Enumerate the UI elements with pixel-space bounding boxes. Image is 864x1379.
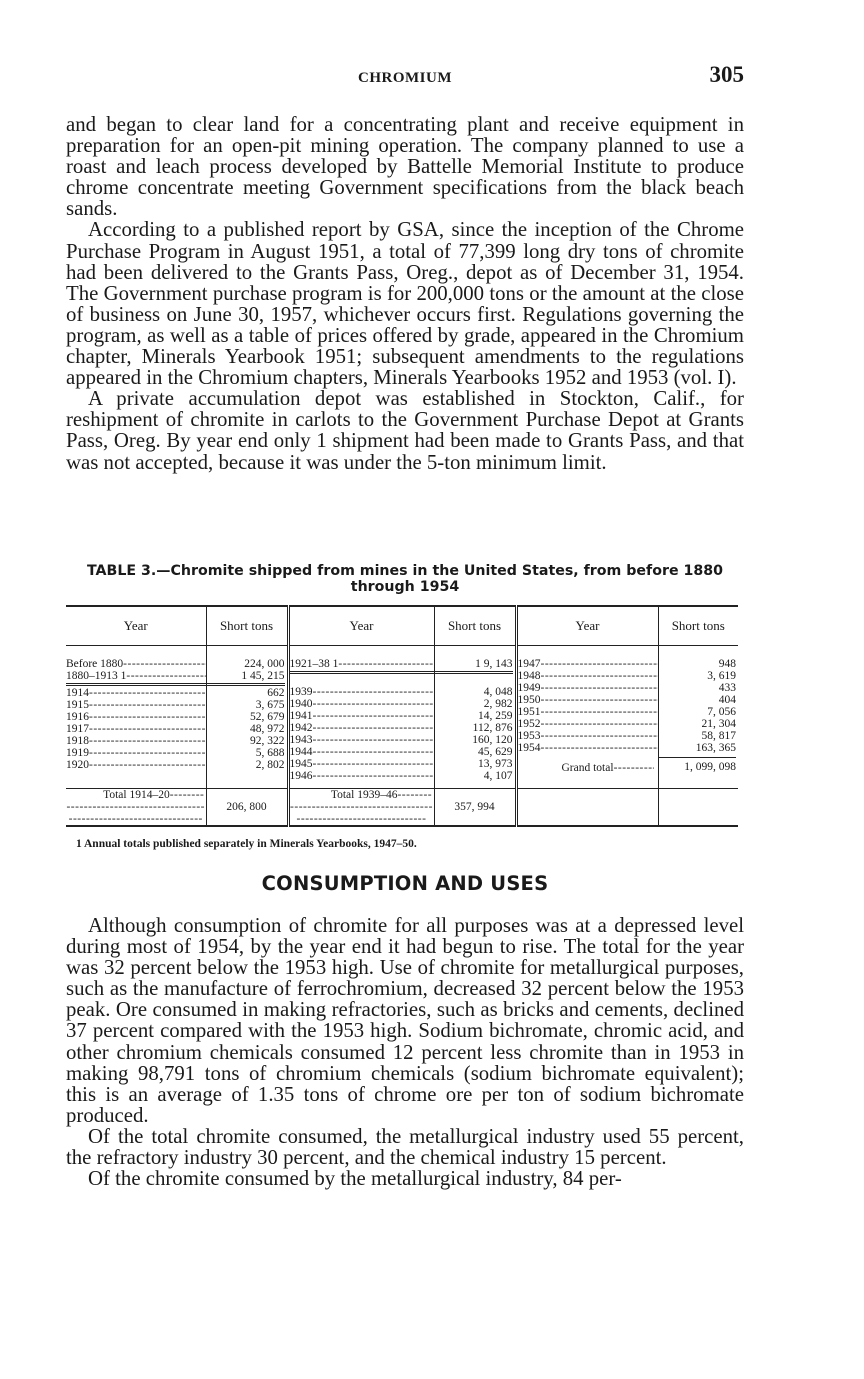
table-column-years-2 xyxy=(288,646,434,789)
table-cell-year: 1948 xyxy=(517,670,541,682)
table-cell-year: 1953 xyxy=(517,730,541,742)
table-footnote: 1 Annual totals published separately in Minerals Yearbooks, 1947–50. xyxy=(76,838,417,850)
table-cell-year: 1916 xyxy=(66,711,89,723)
total-label-2: Total 1939–46 ----- xyxy=(288,789,434,827)
table-cell-tons: 433 xyxy=(718,682,736,694)
table-caption xyxy=(66,563,744,595)
table-cell-year: 1949 xyxy=(517,682,541,694)
table-cell-year: 1951 xyxy=(517,706,541,718)
table-cell-year: 1945 xyxy=(289,758,313,770)
table-cell-year: 1919 xyxy=(66,747,89,759)
table-cell-tons: 1 45, 215 xyxy=(241,670,285,682)
table-cell-year: 1944 xyxy=(289,746,313,758)
table-cell-year: 1941 xyxy=(289,710,313,722)
table-cell-tons: 3, 675 xyxy=(255,699,285,711)
paragraph: A private accumulation depot was established in Stockton, Calif., for reshipment of chromite in carlots to the Government Purchase Depot at Grants Pass, Oreg. By year end only 1 shipment had been made to Grants Pass, and that was not accepted, because it was under the 5-ton minimum limit. xyxy=(66,387,744,474)
table-cell-year: 1940 xyxy=(289,698,313,710)
table-column-years-1 xyxy=(66,646,206,789)
body-text-top xyxy=(66,114,744,473)
total-value-2: 357, 994 xyxy=(434,789,516,827)
table-cell-year: Before 1880 xyxy=(66,658,124,670)
table-cell-tons: 58, 817 xyxy=(701,730,736,742)
table-cell-tons: 662 xyxy=(267,687,285,699)
table-cell-tons: 14, 259 xyxy=(478,710,513,722)
grand-total-label: Grand total xyxy=(561,762,614,774)
table-cell-year: 1943 xyxy=(289,734,313,746)
table-cell-tons: 4, 107 xyxy=(483,770,513,782)
table-cell-tons: 3, 619 xyxy=(707,670,736,682)
paragraph: Although consumption of chromite for all purposes was at a depressed level during most of 1954, by the year end it had begun to rise. The total for the year was 32 percent below the 1953 high. Use of chromite for metallurgical purposes, such as the manufacture of ferrochromium, decreased 32 percent below the 1953 peak. Ore consumed in making refractories, such as bricks and cements, declined 37 percent compared with the 1953 high. Sodium bichromate, chromic acid, and other chromium chemicals consumed 12 percent less chromite than in 1953 in making 98,791 tons of chromium chemicals (sodium bichromate equivalent); this is an average of 1.35 tons of chrome ore per ton of sodium bichromate produced. xyxy=(66,914,744,1127)
page-header xyxy=(66,62,744,94)
table-column-years-3 xyxy=(516,646,658,789)
table-cell-year: 1950 xyxy=(517,694,541,706)
table-cell-year: 1914 xyxy=(66,687,89,699)
table-cell-year: 1920 xyxy=(66,759,89,771)
table-cell-year: 1947 xyxy=(517,658,541,670)
table-cell-year: 1921–38 1 xyxy=(289,658,339,670)
table-cell-year: 1954 xyxy=(517,742,541,754)
table-cell-year: 1915 xyxy=(66,699,89,711)
table-cell-tons: 112, 876 xyxy=(472,722,513,734)
table-cell-tons: 52, 679 xyxy=(250,711,285,723)
table-cell-tons: 13, 973 xyxy=(478,758,513,770)
paragraph: and began to clear land for a concentrating plant and receive equipment in preparation for an open-pit mining operation. The company planned to use a roast and leach process developed by Battelle Memorial Institute to produce chrome concentrate meeting Government specifications from the black beach sands. xyxy=(66,113,744,221)
table-column-tons-1 xyxy=(206,646,288,789)
table-cell-tons: 4, 048 xyxy=(483,686,513,698)
col-header-year: Year xyxy=(516,606,658,646)
total-empty-3 xyxy=(516,789,658,827)
paragraph: Of the chromite consumed by the metallurgical industry, 84 per- xyxy=(88,1167,622,1191)
table-cell-tons: 404 xyxy=(718,694,736,706)
table-column-tons-2 xyxy=(434,646,516,789)
table-cell-year: 1917 xyxy=(66,723,89,735)
table-column-tons-3 xyxy=(658,646,738,789)
table-cell-tons: 92, 322 xyxy=(250,735,285,747)
table-cell-tons: 2, 982 xyxy=(483,698,513,710)
table-cell-tons: 163, 365 xyxy=(695,742,736,754)
chromite-table xyxy=(66,605,738,827)
paragraph: Of the total chromite consumed, the metallurgical industry used 55 percent, the refractory industry 30 percent, and the chemical industry 15 percent. xyxy=(66,1124,744,1170)
table-cell-tons: 1 9, 143 xyxy=(475,658,513,670)
col-header-short-tons: Short tons xyxy=(206,606,288,646)
total-label-1: Total 1914–20 ----- xyxy=(66,789,206,827)
table-cell-tons: 21, 304 xyxy=(701,718,736,730)
total-empty-3b xyxy=(658,789,738,827)
col-header-short-tons: Short tons xyxy=(434,606,516,646)
grand-total-value: 1, 099, 098 xyxy=(684,761,736,773)
table-cell-year: 1952 xyxy=(517,718,541,730)
table-cell-year: 1918 xyxy=(66,735,89,747)
table-cell-year: 1880–1913 1 xyxy=(66,670,127,682)
table-cell-tons: 7, 056 xyxy=(707,706,736,718)
page-number: 305 xyxy=(709,62,744,87)
table-cell-year: 1942 xyxy=(289,722,313,734)
body-text-bottom xyxy=(66,915,744,1189)
table-cell-tons: 160, 120 xyxy=(472,734,513,746)
total-value-1: 206, 800 xyxy=(206,789,288,827)
section-heading: CONSUMPTION AND USES xyxy=(261,872,549,895)
table-label: TABLE 3. xyxy=(86,563,157,579)
table-cell-year: 1946 xyxy=(289,770,313,782)
col-header-year: Year xyxy=(288,606,434,646)
table-cell-year: 1939 xyxy=(289,686,313,698)
table-cell-tons: 45, 629 xyxy=(478,746,513,758)
table-caption-text: —Chromite shipped from mines in the United States, from before 1880 through 1954 xyxy=(156,563,724,595)
col-header-year: Year xyxy=(66,606,206,646)
table-cell-tons: 48, 972 xyxy=(250,723,285,735)
col-header-short-tons: Short tons xyxy=(658,606,738,646)
running-title: CHROMIUM xyxy=(358,70,452,86)
table-cell-tons: 5, 688 xyxy=(255,747,285,759)
table-cell-tons: 224, 000 xyxy=(244,658,285,670)
paragraph: According to a published report by GSA, since the inception of the Chrome Purchase Program in August 1951, a total of 77,399 long dry tons of chromite had been delivered to the Grants Pass, Oreg., depot as of December 31, 1954. The Government purchase program is for 200,000 tons or the amount at the close of business on June 30, 1957, whichever occurs first. Regulations governing the program, as well as a table of prices offered by grade, appeared in the Chromium chapter, Minerals Yearbook 1951; subsequent amendments to the regulations appeared in the Chromium chapters, Minerals Yearbooks 1952 and 1953 (vol. I). xyxy=(66,218,744,390)
table-cell-tons: 948 xyxy=(718,658,736,670)
table-cell-tons: 2, 802 xyxy=(255,759,285,771)
